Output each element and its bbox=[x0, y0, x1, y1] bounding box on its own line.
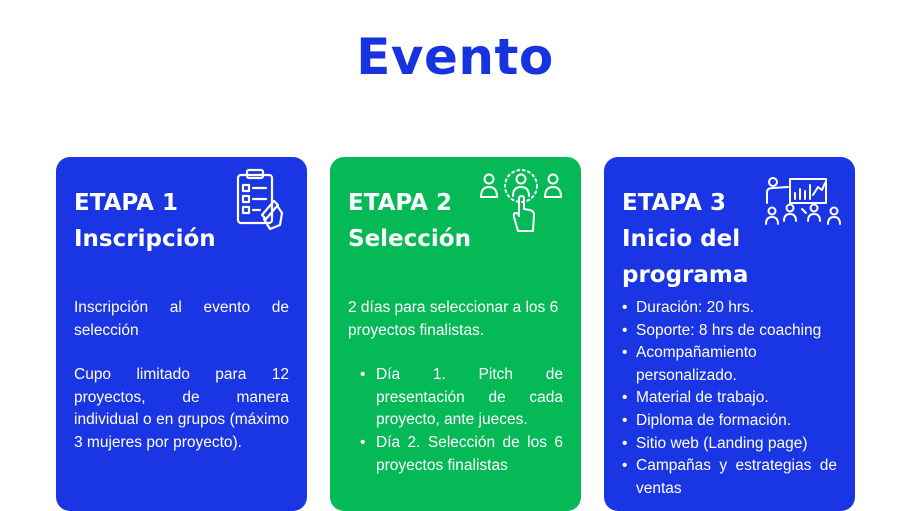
stage-description bbox=[74, 297, 289, 455]
stage-title bbox=[74, 185, 224, 257]
stage-title bbox=[622, 185, 772, 293]
presentation-audience-icon bbox=[764, 175, 844, 235]
stage-paragraph: Inscripción al evento de selección bbox=[74, 299, 289, 339]
stage-paragraph: 2 días para seleccionar a los 6 proyectos finalistas. bbox=[348, 299, 559, 339]
stage-card-2 bbox=[330, 157, 581, 511]
stage-paragraph: Cupo limitado para 12 proyectos, de manera individual o en grupos (máximo 3 mujeres por proyecto). bbox=[74, 366, 289, 451]
list-item: • Duración: 20 hrs. bbox=[622, 297, 837, 320]
checklist-clipboard-icon bbox=[234, 167, 286, 233]
stage-label: ETAPA 2 bbox=[348, 190, 452, 216]
list-item: • Campañas y estrategias de ventas bbox=[622, 455, 837, 500]
list-item: • Acompañamiento personalizado. bbox=[622, 342, 837, 387]
stage-bullet-list bbox=[622, 297, 837, 500]
list-item: • Diploma de formación. bbox=[622, 410, 837, 433]
stage-description bbox=[348, 297, 563, 477]
stage-label: ETAPA 3 bbox=[622, 190, 726, 216]
list-item: • Material de trabajo. bbox=[622, 387, 837, 410]
stage-card-1 bbox=[56, 157, 307, 511]
stage-title bbox=[348, 185, 498, 257]
stage-name-cont: programa bbox=[622, 262, 749, 288]
list-item: • Sitio web (Landing page) bbox=[622, 433, 837, 456]
stage-label: ETAPA 1 bbox=[74, 190, 178, 216]
stage-name: Selección bbox=[348, 226, 471, 252]
stage-name: Inicio del bbox=[622, 226, 741, 252]
list-item: • Día 1. Pitch de presentación de cada proyecto, ante jueces. bbox=[348, 364, 563, 432]
page-title: Evento bbox=[356, 28, 554, 86]
stage-card-3 bbox=[604, 157, 855, 511]
stage-description bbox=[622, 297, 837, 500]
people-select-icon bbox=[478, 169, 564, 235]
stage-name: Inscripción bbox=[74, 226, 216, 252]
list-item: • Soporte: 8 hrs de coaching bbox=[622, 320, 837, 343]
stage-bullet-list bbox=[348, 364, 563, 477]
list-item: • Día 2. Selección de los 6 proyectos finalistas bbox=[348, 432, 563, 477]
